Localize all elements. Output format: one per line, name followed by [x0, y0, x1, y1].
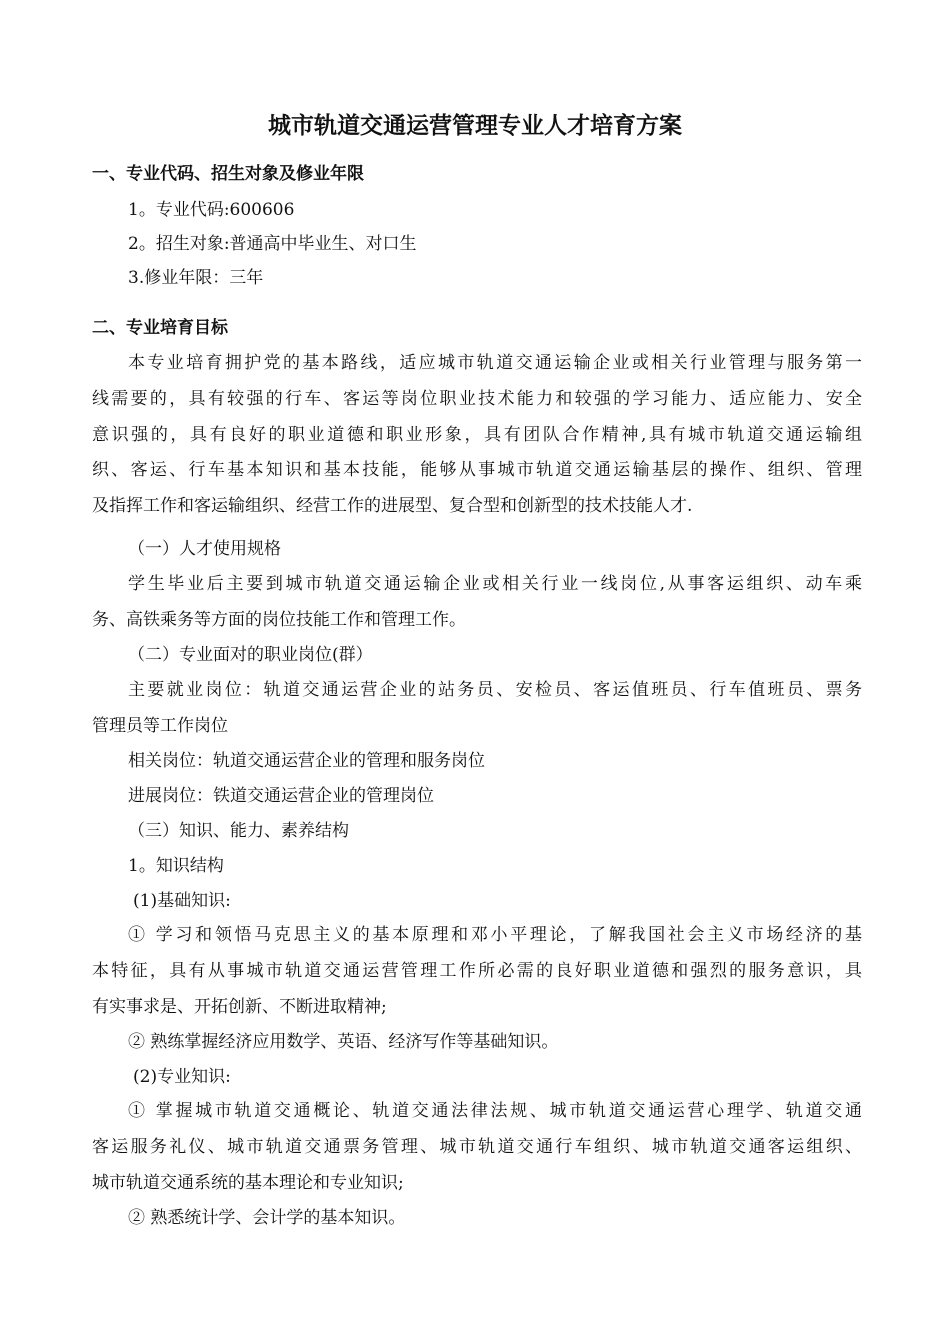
section1-item-duration: 3.修业年限：三年 [128, 268, 264, 288]
section1-heading: 一、专业代码、招生对象及修业年限 [92, 164, 364, 184]
advancement-jobs-line: 进展岗位：铁道交通运营企业的管理岗位 [128, 786, 434, 806]
professional-knowledge-item: ① 掌握城市轨道交通概论、轨道交通法律法规、城市轨道交通运营心理学、轨道交通 [128, 1101, 862, 1121]
main-jobs-line: 主要就业岗位：轨道交通运营企业的站务员、安检员、客运值班员、行车值班员、票务 [128, 680, 862, 700]
basic-knowledge-item: 本特征，具有从事城市轨道交通运营管理工作所必需的良好职业道德和强烈的服务意识，具 [92, 961, 862, 981]
subsection-heading-talent-spec: （一）人才使用规格 [128, 539, 281, 559]
intro-line: 意识强的，具有良好的职业道德和职业形象，具有团队合作精神,具有城市轨道交通运输组 [92, 425, 862, 445]
subsection-heading-job-positions: （二）专业面对的职业岗位(群） [128, 645, 373, 665]
subsection-heading-structure: （三）知识、能力、素养结构 [128, 821, 349, 841]
knowledge-structure-heading: 1。知识结构 [128, 856, 224, 876]
talent-spec-line: 务、高铁乘务等方面的岗位技能工作和管理工作。 [92, 610, 466, 630]
document-title: 城市轨道交通运营管理专业人才培育方案 [268, 113, 682, 139]
intro-line: 织、客运、行车基本知识和基本技能，能够从事城市轨道交通运输基层的操作、组织、管理 [92, 460, 862, 480]
basic-knowledge-item: ① 学习和领悟马克思主义的基本原理和邓小平理论，了解我国社会主义市场经济的基 [128, 925, 862, 945]
basic-knowledge-item: ② 熟练掌握经济应用数学、英语、经济写作等基础知识。 [128, 1032, 559, 1052]
intro-line: 线需要的，具有较强的行车、客运等岗位职业技术能力和较强的学习能力、适应能力、安全 [92, 389, 862, 409]
basic-knowledge-heading: (1)基础知识: [133, 891, 231, 911]
main-jobs-line: 管理员等工作岗位 [92, 716, 228, 736]
related-jobs-line: 相关岗位：轨道交通运营企业的管理和服务岗位 [128, 751, 485, 771]
intro-line: 及指挥工作和客运输组织、经营工作的进展型、复合型和创新型的技术技能人才. [92, 496, 693, 516]
section2-heading: 二、专业培育目标 [92, 318, 228, 338]
section1-item-enrollment: 2。招生对象:普通高中毕业生、对口生 [128, 234, 417, 254]
section1-item-code: 1。专业代码:600606 [128, 200, 295, 220]
professional-knowledge-item: 客运服务礼仪、城市轨道交通票务管理、城市轨道交通行车组织、城市轨道交通客运组织、 [92, 1137, 862, 1157]
professional-knowledge-heading: (2)专业知识: [133, 1067, 231, 1087]
professional-knowledge-item: 城市轨道交通系统的基本理论和专业知识; [92, 1173, 404, 1193]
talent-spec-line: 学生毕业后主要到城市轨道交通运输企业或相关行业一线岗位,从事客运组织、动车乘 [128, 574, 862, 594]
basic-knowledge-item: 有实事求是、开拓创新、不断进取精神; [92, 997, 387, 1017]
intro-line: 本专业培育拥护党的基本路线，适应城市轨道交通运输企业或相关行业管理与服务第一 [128, 353, 862, 373]
professional-knowledge-item: ② 熟悉统计学、会计学的基本知识。 [128, 1208, 406, 1228]
